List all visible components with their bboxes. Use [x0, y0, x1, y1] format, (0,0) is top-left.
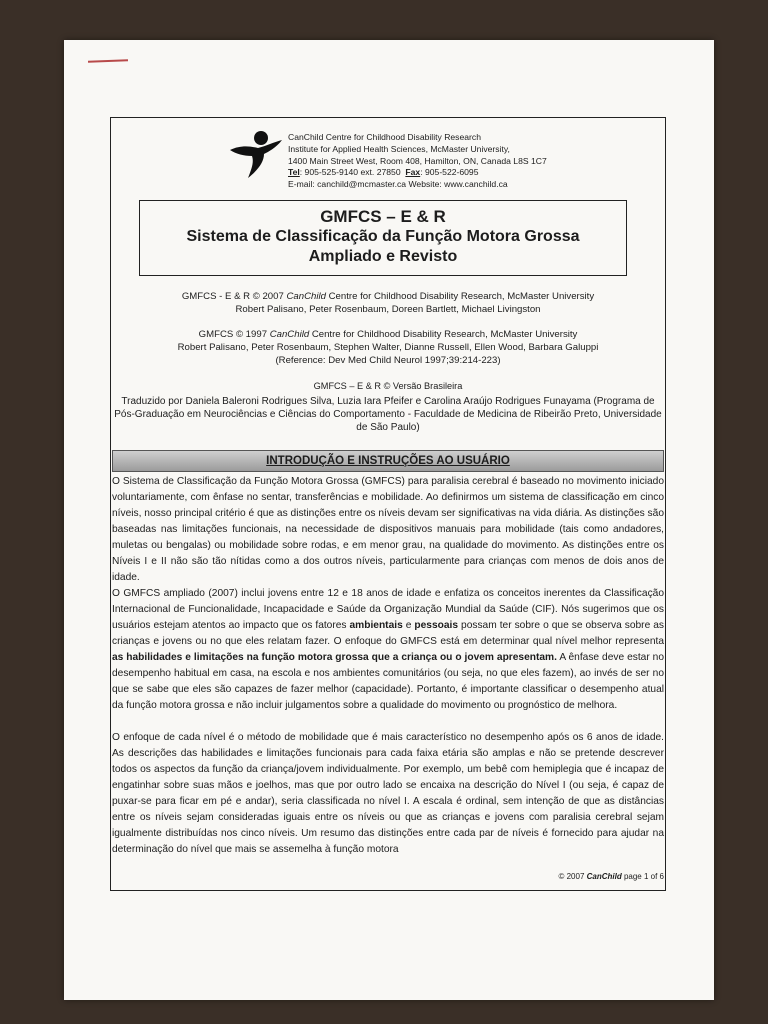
footer-brand: CanChild	[586, 872, 622, 881]
fax-label: Fax	[405, 167, 421, 178]
street-address: 1400 Main Street West, Room 408, Hamilton, ON, Canada L8S 1C7	[288, 155, 547, 166]
phone-line	[288, 167, 547, 179]
credit-1997: GMFCS © 1997 CanChild Centre for Childhood Disability Research, McMaster University Robert Palisano, Peter Rosenbaum, Stephen Walter, Dianne Russell, Ellen Wood, Barbara Galuppi (Reference: Dev Med Child Neurol 1997;39:214-223)	[177, 329, 599, 366]
section-header	[112, 450, 664, 472]
title-box	[139, 200, 627, 276]
org-name: CanChild Centre for Childhood Disability Research	[288, 132, 481, 142]
paragraph-1: O Sistema de Classificação da Função Motora Grossa (GMFCS) para paralisia cerebral é baseado no movimento iniciado voluntariamente, com ênfase no sentar, transferências e mobilidade. Ao definirmos um sistema de classificação em cinco níveis, nosso principal critério é que as distinções entre os níveis devam ser significativas na vida diária. As distinções são baseadas nas limitações funcionais, na necessidade de dispositivos manuais para mobilidade (tais como andadores, muletas ou bengalas) ou mobilidade sobre rodas, e em menor grau, na qualidade do movimento. As distinções entre os Níveis I e II não são tão nítidas como a dos outros níveis, particularmente para crianças com menos de dois anos de idade.	[112, 476, 664, 583]
address-block	[288, 132, 547, 191]
title-sub: Sistema de Classificação da Função Motora Grossa	[186, 228, 580, 245]
title-main: GMFCS – E & R	[320, 207, 446, 226]
institute: Institute for Applied Health Sciences, McMaster University,	[288, 143, 510, 154]
credit-translation: GMFCS – E & R © Versão Brasileira Traduzido por Daniela Baleroni Rodrigues Silva, Luzia Iara Pfeifer e Carolina Araújo Rodrigues Funayama (Programa de Pós-Graduação em Neurociências e Ciências do Comportamento - Faculdade de Medicina de Ribeirão Preto, Universidade de São Paulo)	[114, 381, 662, 433]
tel-label: Tel	[288, 167, 300, 178]
paragraph-2: O GMFCS ampliado (2007) inclui jovens entre 12 e 18 anos de idade e enfatiza os conceitos inerentes da Classificação Internacional de Funcionalidade, Incapacidade e Saúde da Organização Mundial da Saúde (CIF). Nós sugerimos que os usuários estejam atentos ao impacto que os fatores ambientais e pessoais possam ter sobre o que se observa sobre as crianças e jovens ou no que eles relatam fazer. O enfoque do GMFCS está em determinar qual nível melhor representa as habilidades e limitações na função motora grossa que a criança ou o jovem apresentam. A ênfase deve estar no desempenho habitual em casa, na escola e nos ambientes comunitários (ou seja, no que eles fazem), ao invés de ser no que se sabe que eles são capazes de fazer melhor (capacidade). Portanto, é importante classificar o desempenho atual da função motora grossa e não incluir julgamentos sobre a qualidade do movimento ou prognóstico de melhora.	[112, 588, 664, 711]
paragraph-3: O enfoque de cada nível é o método de mobilidade que é mais característico no desempenho após os 6 anos de idade. As descrições das habilidades e limitações funcionais para cada faixa etária são amplas e não se pretende descrever todos os aspectos da função da criança/jovem individualmente. Por exemplo, um bebê com hemiplegia que é incapaz de engatinhar sobre suas mãos e joelhos, mas que por outro lado se encaixa na descrição do Nível I (ou seja, é capaz de puxar-se para ficar em pé e andar), seria classificada no nível I. A escala é ordinal, sem intenção de que as distâncias entre os níveis sejam consideradas iguais entre os níveis ou que as crianças e jovens com paralisia cerebral sejam igualmente distribuídas nos cinco níveis. Um resumo das distinções entre cada par de níveis é fornecido para ajudar na determinação do nível que mais se assemelha à função motora	[112, 732, 664, 855]
page-number: page 1 of 6	[621, 872, 664, 881]
credit-er: GMFCS - E & R © 2007 CanChild Centre for Childhood Disability Research, McMaster University Robert Palisano, Peter Rosenbaum, Doreen Bartlett, Michael Livingston	[181, 291, 595, 315]
fax-value: : 905-522-6095	[420, 167, 479, 178]
section-title: INTRODUÇÃO E INSTRUÇÕES AO USUÁRIO	[266, 455, 510, 467]
canchild-logo-icon	[228, 130, 284, 180]
title-sub2: Ampliado e Revisto	[308, 248, 458, 265]
page-footer: © 2007 CanChild page 1 of 6	[558, 872, 664, 881]
contact-line: E-mail: canchild@mcmaster.ca Website: www.canchild.ca	[288, 179, 508, 190]
tel-value: : 905-525-9140 ext. 27850	[299, 167, 401, 178]
